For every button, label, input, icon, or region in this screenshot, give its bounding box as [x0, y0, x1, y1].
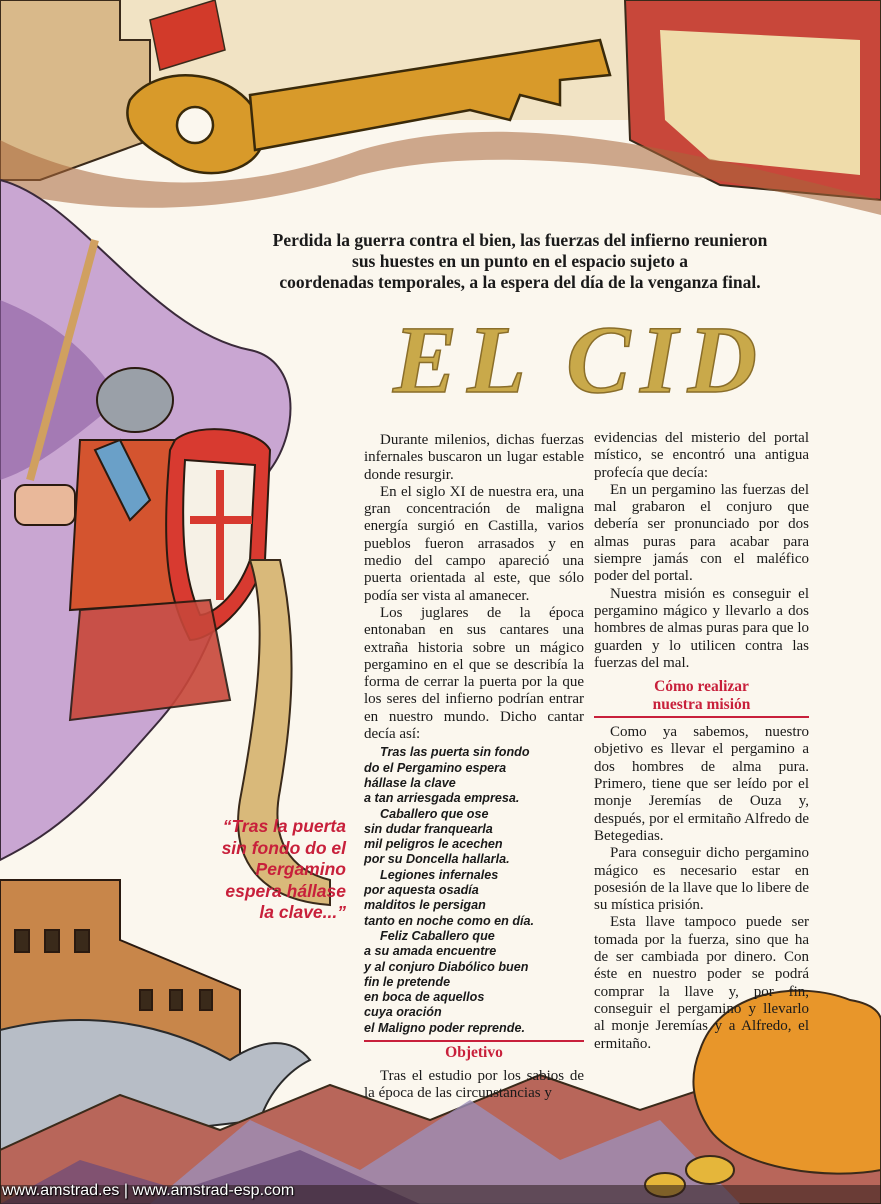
song-verse: [364, 745, 584, 1036]
verse-line: mil peligros le acechen: [364, 837, 503, 852]
verse-line: a tan arriesgada empresa.: [364, 791, 520, 806]
verse-line: Feliz Caballero que: [380, 928, 495, 943]
intro-line: sus huestes en un punto en el espacio sujeto a: [352, 251, 688, 271]
intro-line: Perdida la guerra contra el bien, las fuerzas del infierno reunieron: [272, 230, 768, 250]
verse-line: Tras las puerta sin fondo: [380, 745, 530, 760]
verse-line: Caballero que ose: [380, 806, 489, 821]
quote-line: la clave...”: [259, 902, 346, 922]
quote-line: sin fondo do el: [221, 837, 346, 858]
paragraph: Como ya sabemos, nuestro objetivo es llevar el pergamino a dos hombres de alma pura. Primero, tiene que ser leído por el monje Jeremías de Ouza y, después, por el ermitaño Alfredo de Betegedias.: [594, 724, 809, 844]
paragraph: Durante milenios, dichas fuerzas infernales buscaron un lugar estable donde resurgir.: [364, 432, 584, 483]
gold-coin: [686, 1156, 734, 1184]
paragraph: Para conseguir dicho pergamino mágico es necesario estar en posesión de la llave que lo libere de su mística prisión.: [594, 845, 809, 914]
verse-line: hállase la clave: [364, 775, 456, 790]
paragraph: En un pergamino las fuerzas del mal grabaron el conjuro que debería ser pronunciado por dos almas puras para acabar para siempre jamás con el maléfico poder del portal.: [594, 481, 809, 585]
heading-line: nuestra misión: [652, 696, 751, 714]
verse-line: do el Pergamino espera: [364, 760, 507, 775]
verse-line: Legiones infernales: [380, 867, 499, 882]
intro-line: coordenadas temporales, a la espera del día de la venganza final.: [279, 272, 761, 292]
verse-line: por su Doncella hallarla.: [364, 852, 510, 867]
pull-quote: [200, 816, 346, 924]
verse-line: por aquesta osadía: [364, 883, 479, 898]
verse-line: en boca de aquellos: [364, 990, 485, 1005]
paragraph: Los juglares de la época entonaban en sus cantares una extraña historia sobre un mágico pergamino en el que se describía la forma de cerrar la puerta por la que los seres del infierno podrían entrar en nuestro mundo. Dicho cantar decía así:: [364, 604, 584, 743]
text-column-right: [594, 430, 809, 1053]
verse-line: el Maligno poder reprende.: [364, 1020, 525, 1035]
paragraph: En el siglo XI de nuestra era, una gran concentración de maligna energía surgió en Castilla, varios pueblos fueron arrasados y en medio del campo apareció una puerta orientada al este, que sólo podía ser vista al amanecer.: [364, 483, 584, 604]
paragraph: Tras el estudio por los sabios de la época de las circunstancias y: [364, 1067, 584, 1102]
verse-line: y al conjuro Diabólico buen: [364, 959, 529, 974]
quote-line: Pergamino: [255, 859, 346, 879]
verse-line: malditos le persigan: [364, 898, 486, 913]
verse-line: tanto en noche como en día.: [364, 913, 535, 928]
title-text: EL CID: [393, 312, 767, 412]
paragraph: Esta llave tampoco puede ser tomada por la fuerza, sino que ha de ser cambiada por dinero. Con éste en nuestro poder se podrá comprar la llave y, por fin, conseguir el pergamino y llevarlo al monje Jeremías y a Alfredo, el ermitaño.: [594, 914, 809, 1052]
footer-watermark: www.amstrad.es | www.amstrad-esp.com: [2, 1182, 295, 1199]
intro-paragraph: [240, 230, 800, 293]
verse-line: a su amada encuentre: [364, 944, 497, 959]
page-title: [370, 312, 790, 412]
verse-line: sin dudar franquearla: [364, 821, 493, 836]
section-heading-objetivo: Objetivo: [364, 1040, 584, 1062]
quote-line: “Tras la puerta: [222, 816, 346, 836]
section-heading-mision: [594, 678, 809, 718]
paragraph: evidencias del misterio del portal místico, se encontró una antigua profecía que decía:: [594, 430, 809, 481]
paragraph: Nuestra misión es conseguir el pergamino mágico y llevarlo a dos hombres de almas puras para que lo guarden y lo utilicen contra las fuerzas del mal.: [594, 585, 809, 671]
verse-line: fin le pretende: [364, 974, 451, 989]
quote-line: espera hállase: [225, 880, 346, 901]
heading-line: Cómo realizar: [654, 678, 749, 696]
text-column-left: [364, 432, 584, 1103]
verse-line: cuya oración: [364, 1005, 442, 1020]
